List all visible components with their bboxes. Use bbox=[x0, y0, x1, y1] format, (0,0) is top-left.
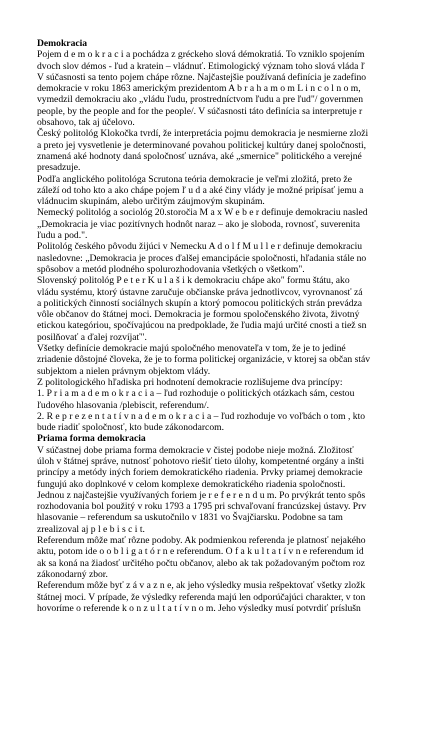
text-line: záleží od toho kto a ako chápe pojem ľ u d a aké činy vlády je možné pripísať jemu a bbox=[37, 184, 364, 196]
text-line: Referendum môže byť z á v a z n e, ak jeho výsledky musia rešpektovať všetky zložk bbox=[37, 580, 366, 592]
text-line: Politológ českého pôvodu žijúci v Nemecku A d o l f M u l l e r definuje demokraciu bbox=[37, 241, 363, 253]
text-line: hovoríme o referende k o n z u l t a t í v n o m. Jeho výsledky musí potvrdiť príslušn bbox=[37, 602, 361, 614]
section-heading: Demokracia bbox=[37, 38, 88, 49]
text-line: Referendum môže mať rôzne podoby. Ak podmienkou referenda je platnosť nejakého bbox=[37, 535, 366, 547]
text-line: fungujú ako doplnkové v celom komplexe demokratického riadenia spoločnosti. bbox=[37, 478, 346, 490]
text-line: Z politologického hľadiska pri hodnotení demokracie rozlišujeme dva princípy: bbox=[37, 376, 343, 388]
text-line: Podľa anglického politológa Scrutona teória demokracie je veľmi zložitá, preto že bbox=[37, 173, 352, 185]
document-page bbox=[37, 38, 436, 729]
text-line: bude riadiť spoločnosť, kto bude zákonodarcom. bbox=[37, 422, 224, 434]
text-line: znamená aké hodnoty daná spoločnosť uznáva, aké „smernice" politického a verejné bbox=[37, 150, 362, 162]
text-line: people, by the people and for the people/. V súčasnosti táto definícia sa interpretuje r bbox=[37, 105, 363, 117]
text-line: Slovenský politológ P e t e r K u l a š i k demokraciu chápe ako" formu štátu, ako bbox=[37, 275, 350, 287]
text-line: Nemecký politológ a sociológ 20.storočia M a x W e b e r definuje demokraciu nasled bbox=[37, 207, 368, 219]
text-line: štátnej moci. V prípade, že výsledky referenda majú len odporúčajúci charakter, v ton bbox=[37, 591, 366, 603]
text-line: a politických činností sociálnych skupín a ktorý pomocou politických strán prevádza bbox=[37, 297, 363, 309]
text-line: V súčastnej dobe priama forma demokracie v čistej podobe nieje možná. Zložitosť bbox=[37, 444, 354, 456]
text-line: zriadenie dôstojné človeka, že je to forma politickej organizácie, v ktorej sa občan stáv bbox=[37, 354, 371, 366]
text-line: zrealizoval aj p l e b i s c i t. bbox=[37, 523, 145, 535]
text-line: vôle občanov do štátnej moci. Demokracia je formou spoločenského života, životný bbox=[37, 309, 360, 321]
text-line: ľudového hlasovania /plebiscit, referendum/. bbox=[37, 399, 210, 411]
text-line: V súčasnosti sa tento pojem chápe rôzne. Najčastejšie používaná definícia je zadefino bbox=[37, 71, 367, 83]
text-line: „Demokracia je viac pozitívnych hodnôt naraz – ako je sloboda, rovnosť, suverenita bbox=[37, 218, 360, 230]
text-line: Všetky definície demokracie majú spoločného menovateľa v tom, že je to jediné bbox=[37, 343, 346, 355]
section-heading: Priama forma demokracia bbox=[37, 433, 146, 445]
text-line: aktu, potom ide o o b l i g a t ó r n e referendum. O f a k u l t a t í v n e referendum id bbox=[37, 546, 364, 558]
text-line: zákonodarný zbor. bbox=[37, 568, 108, 580]
text-line: 2. R e p r e z e n t a t í v n a d e m o k r a c i a – ľud rozhoduje vo voľbách o tom , kto bbox=[37, 410, 366, 422]
text-line: dvoch slov démos - ľud a kratein – vládnuť. Etimologický význam toho slová vláda ľ bbox=[37, 60, 365, 72]
text-line: obsahovo, tak aj účelovo. bbox=[37, 117, 135, 129]
text-line: vládu systému, ktorý ústavne zaručuje občianske práva jednotlivcov, vyrovnanosť zá bbox=[37, 286, 363, 298]
text-line: presadzuje. bbox=[37, 162, 81, 174]
text-line: spôsobov a metód plodného spolurozhodovania všetkých o všetkom". bbox=[37, 263, 305, 275]
text-line: Jednou z najčastejšie využívaných foriem je r e f e r e n d u m. Po prvýkrát tento spôs bbox=[37, 489, 366, 501]
text-line: princípy a metódy iných foriem demokratického riadenia. Prvky priamej demokracie bbox=[37, 467, 363, 479]
text-line: úloh v štátnej správe, nutnosť pohotovo riešiť tieto úlohy, kompetentné orgány a inšti bbox=[37, 455, 365, 467]
text-line: rozhodovania bol použitý v roku 1793 a 1795 pri schvaľovaní francúzskej ústavy. Prv bbox=[37, 501, 367, 513]
text-line: 1. P r i a m a d e m o k r a c i a – ľud rozhoduje o politických otázkach sám, cestou bbox=[37, 388, 355, 400]
text-line: subjektom a nielen právnym objektom vlády. bbox=[37, 365, 211, 377]
text-line: vymedzil demokraciu ako „vládu ľudu, prostredníctvom ľudu a pre ľud"/ governmen bbox=[37, 94, 363, 106]
text-line: ak sa koná na žiadosť určitého počtu občanov, alebo ak tak požadovaným počtom roz bbox=[37, 557, 365, 569]
text-line: Český politológ Klokočka tvrdí, že interpretácia pojmu demokracia je nesmierne zloži bbox=[37, 128, 369, 140]
text-line: Pojem d e m o k r a c i a pochádza z gréckeho slová démokratiá. To vzniklo spojením bbox=[37, 49, 365, 61]
text-line: nasledovne: „Demokracia je proces ďalšej emancipácie spoločnosti, hľadania stále no bbox=[37, 252, 367, 264]
text-line: etickou kategóriou, spočívajúcou na predpoklade, že ľudia majú určité cnosti a tiež sn bbox=[37, 320, 367, 332]
text-line: hlasovanie – referendum sa uskutočnilo v 1831 vo Švajčiarsku. Podobne sa tam bbox=[37, 512, 343, 524]
text-line: vládnucim skupinám, alebo určitým záujmovým skupinám. bbox=[37, 196, 265, 208]
text-line: ľudu a pod.". bbox=[37, 230, 88, 242]
text-line: a preto jej vysvetlenie je determinované povahou politickej kultúry danej spoločnosti, bbox=[37, 139, 367, 151]
text-line: posilňovať a ďalej rozvíjať". bbox=[37, 331, 147, 343]
text-line: demokracie v roku 1863 americkým prezidentom A b r a h a m o m L i n c o l n o m, bbox=[37, 83, 361, 95]
